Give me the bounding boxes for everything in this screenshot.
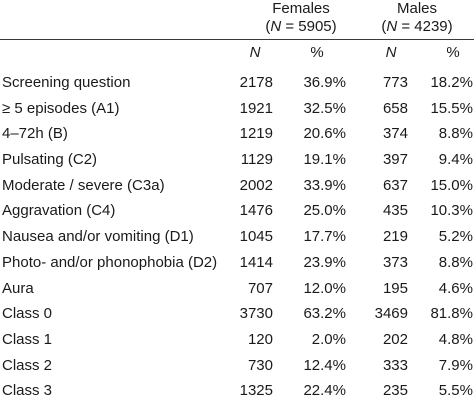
row-label: Photo- and/or phonophobia (D2): [2, 253, 218, 271]
table-row: [0, 96, 474, 122]
males-pct-cell: 4.6%: [438, 279, 473, 297]
males-n-total: (N = 4239): [381, 18, 453, 35]
females-n-value: = 5905: [281, 18, 332, 35]
males-pct-cell: 81.8%: [430, 305, 473, 323]
males-n-cell: 3469: [374, 305, 408, 323]
females-pct-cell: 36.9%: [303, 74, 346, 91]
females-pct-cell: 32.5%: [303, 99, 346, 117]
males-pct-cell: 8.8%: [438, 253, 473, 271]
males-pct-cell: 8.8%: [438, 125, 473, 143]
females-pct-cell: 33.9%: [303, 176, 346, 194]
females-n-cell: 2178: [239, 74, 273, 91]
females-n-cell: 1129: [240, 151, 273, 169]
females-group-header: [226, 0, 376, 36]
females-n-total: (N = 5905): [265, 18, 337, 35]
males-title: Males: [396, 0, 437, 17]
table-body: [0, 70, 474, 404]
row-label: Nausea and/or vomiting (D1): [2, 228, 194, 246]
table-row: [0, 353, 474, 379]
males-n-cell: 374: [382, 125, 408, 143]
row-label: Class 1: [2, 330, 53, 348]
table-row: [0, 301, 474, 327]
females-n-letter: N: [270, 18, 282, 35]
row-label: 4–72h (B): [2, 125, 68, 143]
females-pct-cell: 12.4%: [303, 356, 346, 374]
males-group-header: [360, 0, 474, 36]
females-n-cell: 3730: [239, 305, 273, 323]
females-n-cell: 1921: [239, 99, 273, 117]
males-n-cell: 195: [382, 279, 408, 297]
row-label: Class 3: [2, 382, 53, 400]
table-row: [0, 70, 474, 96]
males-n-cell: 333: [382, 356, 408, 374]
females-n-cell: 1045: [239, 228, 273, 246]
males-pct-cell: 4.8%: [438, 330, 473, 348]
females-pct-column-header: %: [310, 44, 324, 61]
females-n-cell: 120: [247, 330, 273, 348]
row-label: Pulsating (C2): [2, 151, 98, 169]
table-row: [0, 250, 474, 276]
males-pct-cell: 18.2%: [430, 74, 473, 91]
row-label: Aggravation (C4): [2, 202, 116, 220]
row-label: Screening question: [2, 74, 131, 91]
header-rule: [0, 39, 474, 40]
males-n-column-header: N: [385, 44, 397, 61]
males-pct-cell: 7.9%: [438, 356, 473, 374]
females-n-cell: 1219: [239, 125, 273, 143]
females-n-column-header: N: [249, 44, 261, 61]
females-pct-cell: 2.0%: [311, 330, 346, 348]
females-n-cell: 1476: [239, 202, 273, 220]
males-n-cell: 397: [382, 151, 408, 169]
males-n-cell: 435: [382, 202, 408, 220]
males-pct-cell: 10.3%: [430, 202, 473, 220]
row-label: Class 2: [2, 356, 53, 374]
females-n-cell: 1414: [239, 253, 273, 271]
males-n-value: = 4239: [397, 18, 448, 35]
males-n-cell: 235: [382, 382, 408, 400]
males-n-cell: 202: [382, 330, 408, 348]
table-row: [0, 173, 474, 199]
females-title: Females: [272, 0, 330, 17]
table-row: [0, 224, 474, 250]
table-row: [0, 121, 474, 147]
males-pct-cell: 9.4%: [438, 151, 473, 169]
males-pct-column-header: %: [446, 44, 460, 61]
males-pct-cell: 15.0%: [430, 176, 473, 194]
females-pct-cell: 20.6%: [303, 125, 346, 143]
males-n-cell: 219: [382, 228, 408, 246]
row-label: ≥ 5 episodes (A1): [2, 99, 120, 117]
table-row: [0, 378, 474, 404]
females-n-cell: 707: [247, 279, 273, 297]
row-label: Aura: [2, 279, 34, 297]
females-n-cell: 2002: [239, 176, 273, 194]
females-n-cell: 730: [247, 356, 273, 374]
females-pct-cell: 19.1%: [303, 151, 346, 169]
males-n-cell: 637: [382, 176, 408, 194]
males-n-letter: N: [386, 18, 398, 35]
table-row: [0, 198, 474, 224]
males-pct-cell: 5.5%: [438, 382, 473, 400]
males-pct-cell: 15.5%: [430, 99, 473, 117]
table-row: [0, 276, 474, 302]
males-n-cell: 373: [382, 253, 408, 271]
row-label: Moderate / severe (C3a): [2, 176, 165, 194]
females-n-cell: 1325: [239, 382, 273, 400]
females-pct-cell: 17.7%: [303, 228, 346, 246]
males-n-cell: 773: [382, 74, 408, 91]
females-pct-cell: 23.9%: [303, 253, 346, 271]
table-row: [0, 327, 474, 353]
row-label: Class 0: [2, 305, 53, 323]
females-pct-cell: 63.2%: [303, 305, 346, 323]
females-pct-cell: 12.0%: [303, 279, 346, 297]
females-pct-cell: 25.0%: [303, 202, 346, 220]
males-pct-cell: 5.2%: [438, 228, 473, 246]
table-row: [0, 147, 474, 173]
males-n-cell: 658: [382, 99, 408, 117]
females-pct-cell: 22.4%: [303, 382, 346, 400]
